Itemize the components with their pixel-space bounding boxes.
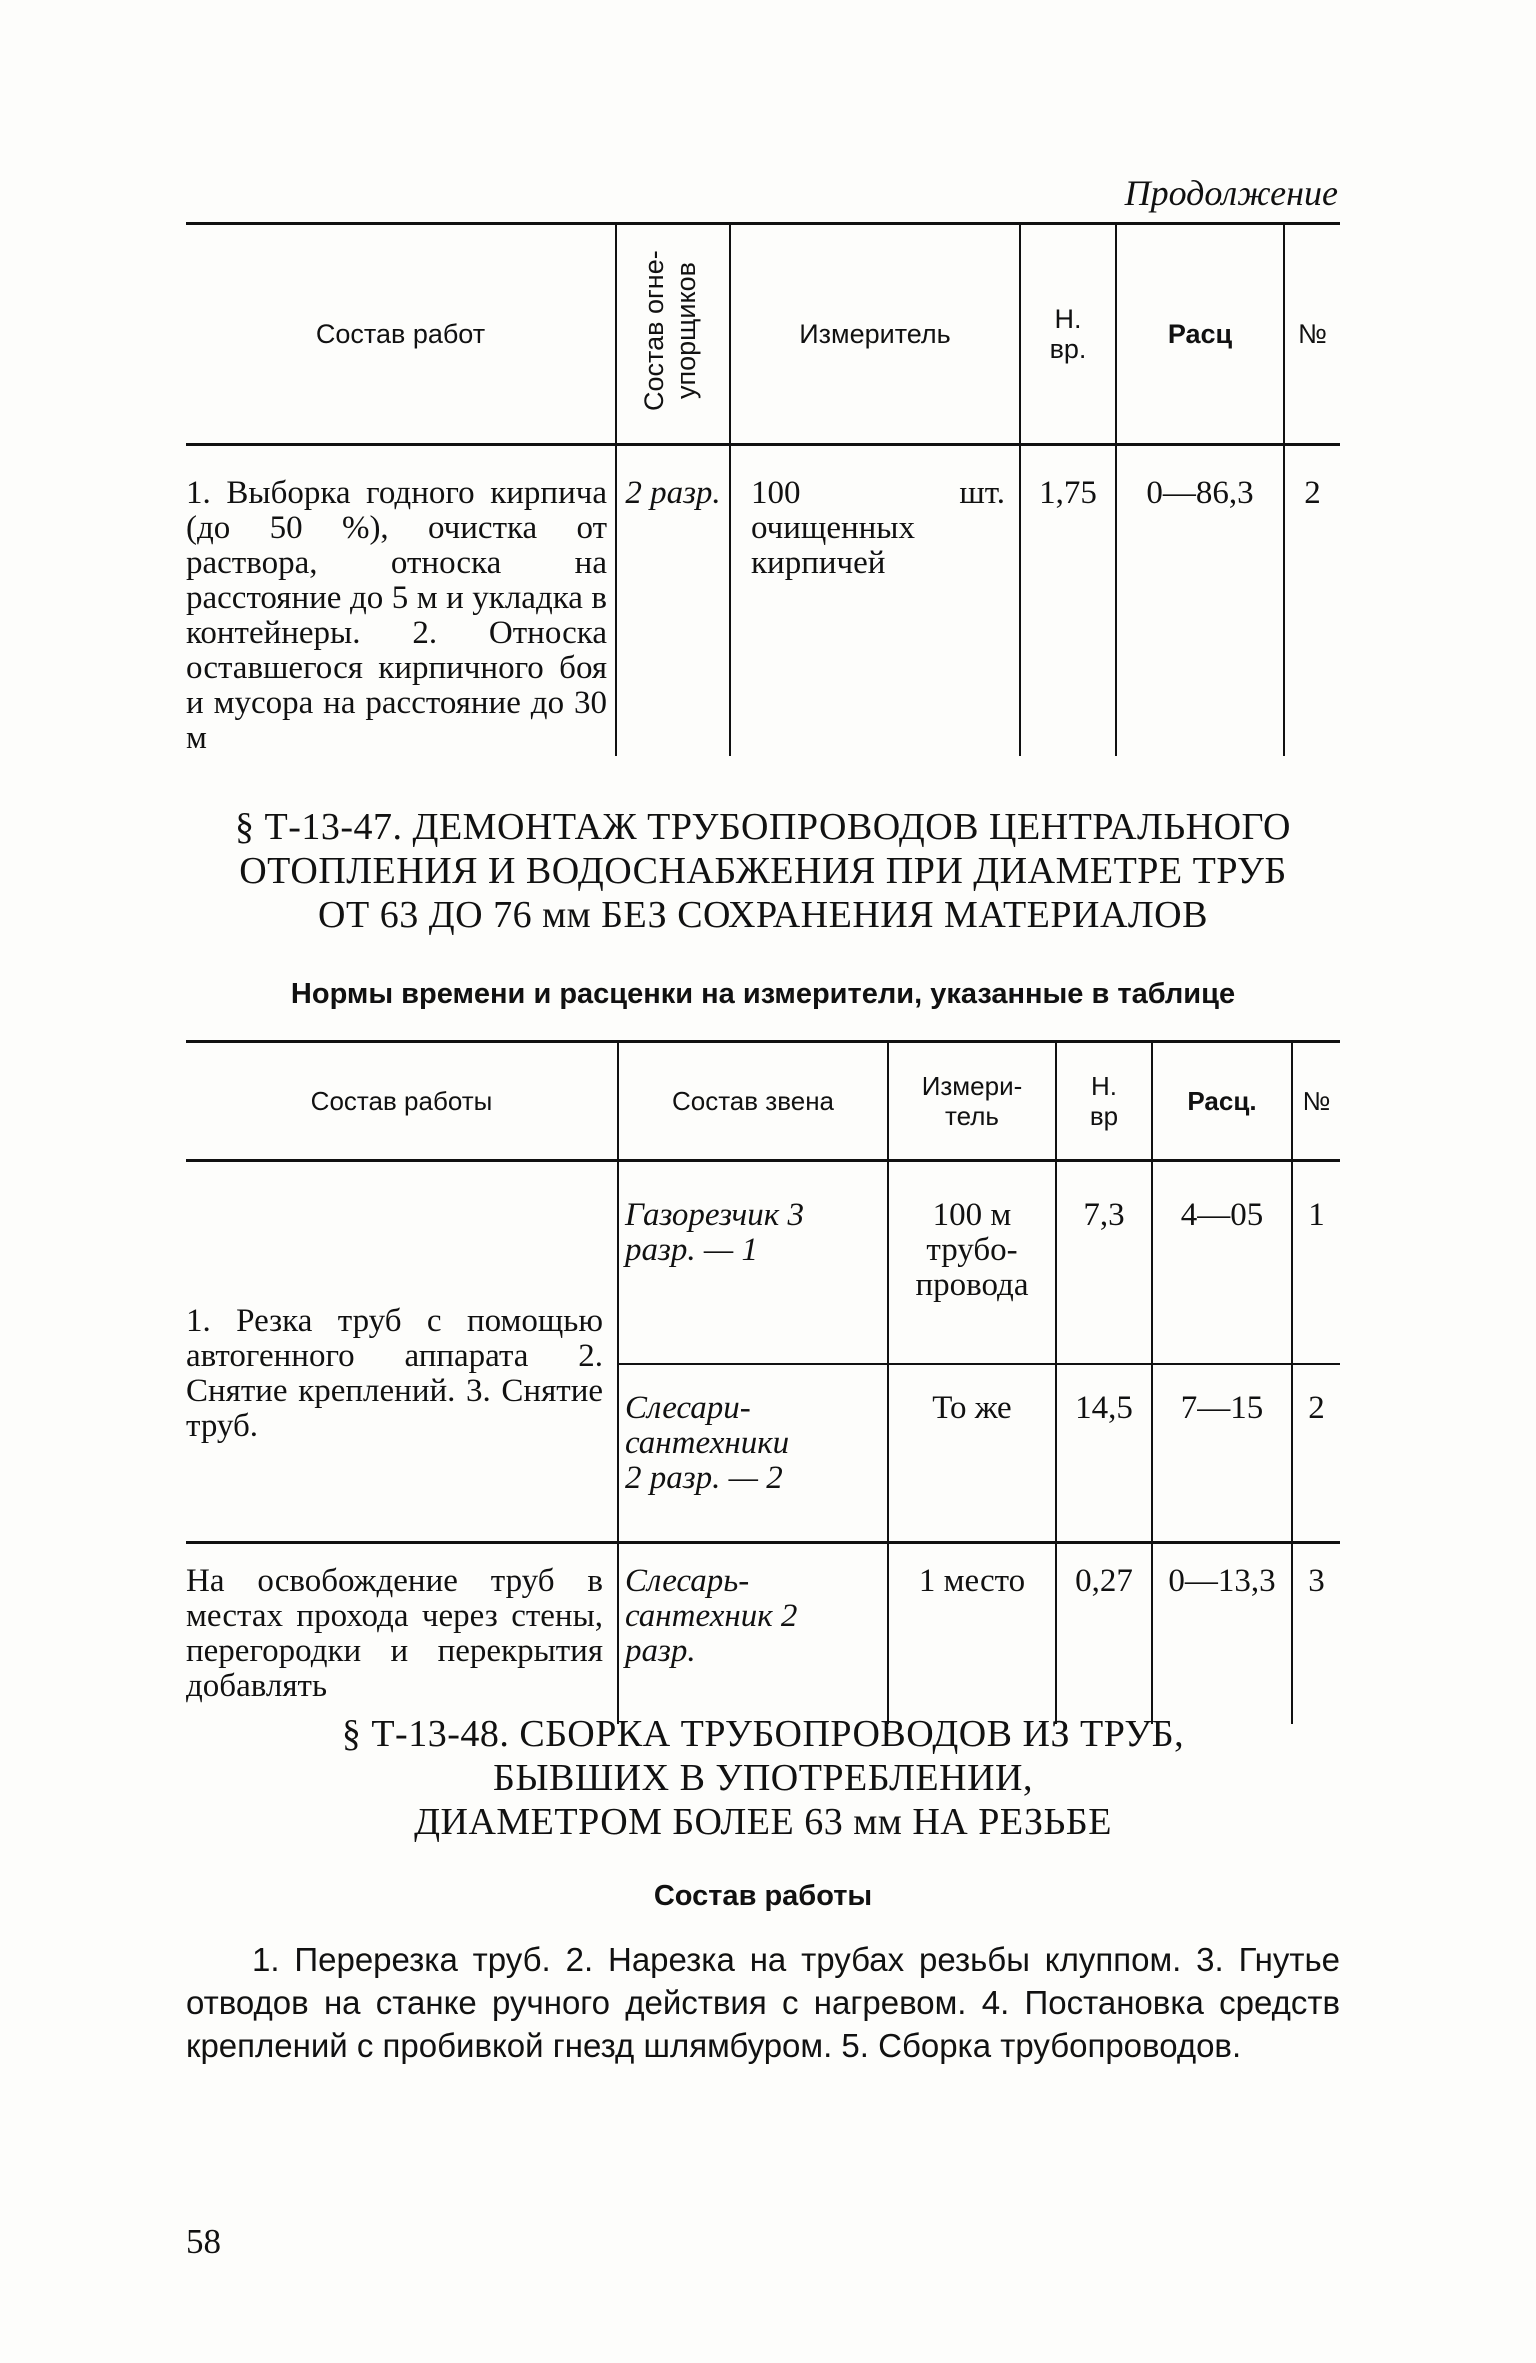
section-48-title-line: § Т-13-48. СБОРКА ТРУБОПРОВОДОВ ИЗ ТРУБ,	[341, 1713, 1185, 1755]
table-demontage	[186, 1040, 1340, 1724]
section-47-title-line: ОТОПЛЕНИЯ И ВОДОСНАБЖЕНИЯ ПРИ ДИАМЕТРЕ ТРУБ	[239, 850, 1287, 892]
cell-time: 1,75	[1020, 445, 1116, 757]
cell-unit: То же	[888, 1364, 1056, 1543]
col-header-work: Состав работ	[186, 224, 616, 445]
cell-extra-work: На освобождение труб в местах прохода через стены, перегородки и перекрытия добавлять	[186, 1543, 618, 1725]
col-header-crew	[616, 224, 730, 445]
cell-crew: 2 разр.	[616, 445, 730, 757]
col-header-num: №	[1284, 224, 1340, 445]
cell-time: 14,5	[1056, 1364, 1152, 1543]
cell-num: 2	[1292, 1364, 1340, 1543]
col-header-num: №	[1292, 1042, 1340, 1161]
col-header-crew-text: Состав огне-упорщиков	[639, 250, 701, 411]
cell-unit: 1 место	[888, 1543, 1056, 1725]
col-header-time: Н. вр	[1056, 1042, 1152, 1161]
section-47-title-line: ОТ 63 ДО 76 мм БЕЗ СОХРАНЕНИЯ МАТЕРИАЛОВ	[318, 894, 1208, 936]
cell-crew: Слесари-сантехники 2 разр. — 2	[618, 1364, 888, 1543]
section-47-title-line: § Т-13-47. ДЕМОНТАЖ ТРУБОПРОВОДОВ ЦЕНТРАЛЬНОГО	[235, 806, 1291, 848]
section-48-title	[186, 1712, 1340, 1844]
section-48-paragraph: 1. Перерезка труб. 2. Нарезка на трубах резьбы клуппом. 3. Гнутье отводов на станке ручного действия с нагревом. 4. Постановка средств креплений с пробивкой гнезд шлямбуром. 5. Сборка трубопроводов.	[186, 1941, 1340, 2064]
cell-work: 1. Выборка годного кирпича (до 50 %), очистка от раствора, относка на расстояние до 5 м и укладка в контейнеры. 2. Относка оставшегося кирпичного боя и мусора на расстояние до 30 м	[186, 475, 607, 756]
table-continued	[186, 222, 1340, 756]
section-47-subtitle: Нормы времени и расценки на измерители, указанные в таблице	[290, 978, 1236, 1010]
table-row	[186, 445, 1340, 757]
table-header-row	[186, 1042, 1340, 1161]
cell-time: 7,3	[1056, 1161, 1152, 1365]
col-header-unit: Измеритель	[730, 224, 1020, 445]
cell-rate: 0—86,3	[1116, 445, 1284, 757]
col-header-rate: Расц	[1116, 224, 1284, 445]
section-47-title	[186, 805, 1340, 937]
table-header-row	[186, 224, 1340, 445]
page-number: 58	[186, 2222, 221, 2261]
section-48-subtitle: Состав работы	[653, 1880, 873, 1912]
section-48-title-line: БЫВШИХ В УПОТРЕБЛЕНИИ,	[493, 1757, 1033, 1799]
cell-num: 3	[1292, 1543, 1340, 1725]
table-row	[186, 1543, 1340, 1725]
cell-group-work: 1. Резка труб с помощью автогенного аппарата 2. Снятие креплений. 3. Снятие труб.	[186, 1302, 603, 1444]
cell-rate: 4—05	[1152, 1161, 1292, 1365]
cell-num: 2	[1284, 445, 1340, 757]
section-48-title-line: ДИАМЕТРОМ БОЛЕЕ 63 мм НА РЕЗЬБЕ	[414, 1801, 1112, 1843]
cell-unit: 100 шт. очищенных кирпичей	[730, 445, 1020, 757]
col-header-work: Состав работы	[186, 1042, 618, 1161]
continued-label: Продолжение	[1124, 173, 1338, 213]
cell-num: 1	[1292, 1161, 1340, 1365]
col-header-crew: Состав звена	[618, 1042, 888, 1161]
cell-time: 0,27	[1056, 1543, 1152, 1725]
col-header-rate: Расц.	[1152, 1042, 1292, 1161]
cell-unit: 100 м трубо-провода	[888, 1161, 1056, 1365]
col-header-unit: Измери-тель	[888, 1042, 1056, 1161]
cell-rate: 7—15	[1152, 1364, 1292, 1543]
cell-rate: 0—13,3	[1152, 1543, 1292, 1725]
col-header-time: Н. вр.	[1020, 224, 1116, 445]
cell-crew: Газорезчик 3 разр. — 1	[618, 1161, 888, 1365]
cell-crew: Слесарь-сантехник 2 разр.	[618, 1543, 888, 1725]
table-row	[186, 1161, 1340, 1365]
